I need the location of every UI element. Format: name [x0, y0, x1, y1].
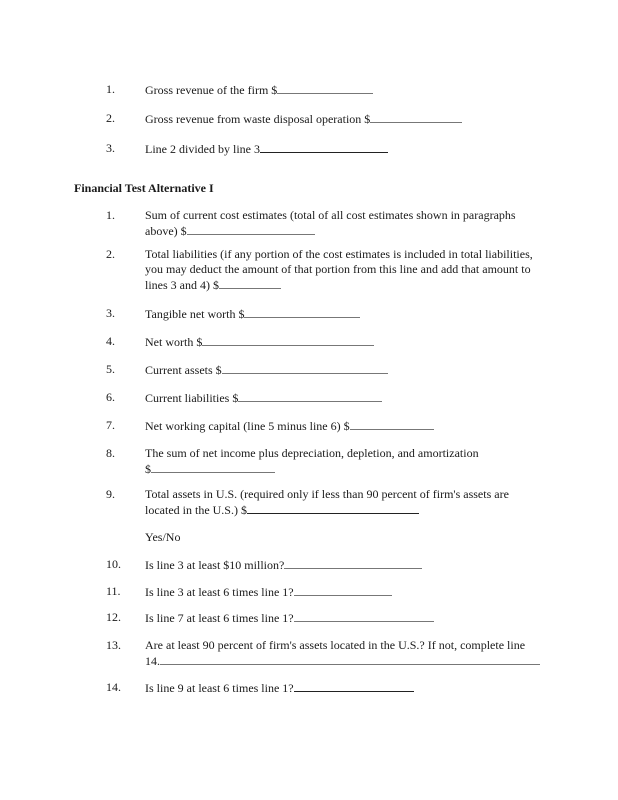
item-label-cont: lines 3 and 4) $ — [145, 278, 219, 292]
item-text — [145, 111, 540, 127]
item-text — [145, 82, 540, 98]
fill-in-blank[interactable] — [238, 390, 382, 402]
section-heading: Financial Test Alternative I — [74, 181, 214, 195]
item-label: Is line 9 at least 6 times line 1? — [145, 681, 294, 695]
item-label: Are at least 90 percent of firm's assets located in the U.S.? If not, complete line — [145, 638, 526, 652]
item-number: 5. — [106, 362, 115, 376]
fill-in-blank[interactable] — [370, 111, 462, 123]
answer-blank[interactable] — [284, 557, 422, 569]
item-text — [145, 362, 540, 378]
fill-in-blank[interactable] — [202, 334, 374, 346]
answer-blank[interactable] — [294, 584, 392, 596]
item-number: 3. — [106, 141, 115, 155]
item-label: Net working capital (line 5 minus line 6) $ — [145, 419, 350, 433]
item-number: 10. — [106, 557, 121, 571]
fill-in-blank[interactable] — [244, 306, 360, 318]
item-label: Total assets in U.S. (required only if less than 90 percent of firm's assets are — [145, 487, 509, 501]
item-text — [145, 334, 540, 350]
item-label-cont: located in the U.S.) $ — [145, 503, 247, 517]
item-text — [145, 208, 540, 239]
fill-in-blank[interactable] — [277, 82, 373, 94]
item-text — [145, 141, 540, 157]
yes-no-label: Yes/No — [145, 530, 181, 544]
item-number: 4. — [106, 334, 115, 348]
item-text — [145, 584, 540, 600]
fill-in-blank[interactable] — [260, 141, 388, 153]
item-label: Is line 3 at least 6 times line 1? — [145, 585, 294, 599]
fill-in-blank[interactable] — [187, 223, 315, 235]
item-label: The sum of net income plus depreciation, depletion, and amortization — [145, 446, 479, 460]
answer-blank[interactable] — [294, 680, 414, 692]
item-text — [145, 247, 540, 293]
item-text — [145, 557, 540, 573]
item-label: Sum of current cost estimates (total of all cost estimates shown in paragraphs — [145, 208, 516, 222]
item-text — [145, 680, 540, 696]
item-label: Net worth $ — [145, 335, 203, 349]
item-number: 8. — [106, 446, 115, 460]
item-label: Total liabilities (if any portion of the cost estimates is included in total liabilities, — [145, 247, 533, 261]
item-text — [145, 638, 540, 669]
fill-in-blank[interactable] — [247, 502, 419, 514]
item-text — [145, 446, 540, 477]
answer-blank[interactable] — [160, 653, 540, 665]
item-number: 1. — [106, 82, 115, 96]
item-label-cont: above) $ — [145, 224, 187, 238]
item-text — [145, 487, 540, 518]
item-label: Is line 7 at least 6 times line 1? — [145, 611, 294, 625]
item-text — [145, 306, 540, 322]
item-label-cont: $ — [145, 462, 151, 476]
fill-in-blank[interactable] — [350, 418, 434, 430]
fill-in-blank[interactable] — [219, 277, 281, 289]
item-label-cont: 14. — [145, 654, 160, 668]
item-label: Current assets $ — [145, 363, 222, 377]
item-label-cont: you may deduct the amount of that portion from this line and add that amount to — [145, 262, 531, 276]
item-number: 1. — [106, 208, 115, 222]
item-label: Gross revenue from waste disposal operation $ — [145, 112, 371, 126]
item-label: Is line 3 at least $10 million? — [145, 558, 285, 572]
item-label: Current liabilities $ — [145, 391, 239, 405]
answer-blank[interactable] — [294, 610, 434, 622]
fill-in-blank[interactable] — [151, 461, 275, 473]
item-number: 6. — [106, 390, 115, 404]
item-label: Line 2 divided by line 3 — [145, 142, 260, 156]
item-number: 14. — [106, 680, 121, 694]
item-number: 11. — [106, 584, 121, 598]
item-text — [145, 418, 540, 434]
item-text — [145, 610, 540, 626]
item-number: 12. — [106, 610, 121, 624]
item-label: Tangible net worth $ — [145, 307, 245, 321]
fill-in-blank[interactable] — [222, 362, 388, 374]
item-number: 3. — [106, 306, 115, 320]
item-number: 9. — [106, 487, 115, 501]
item-text — [145, 390, 540, 406]
item-number: 13. — [106, 638, 121, 652]
item-number: 2. — [106, 111, 115, 125]
item-label: Gross revenue of the firm $ — [145, 83, 278, 97]
item-number: 7. — [106, 418, 115, 432]
item-number: 2. — [106, 247, 115, 261]
